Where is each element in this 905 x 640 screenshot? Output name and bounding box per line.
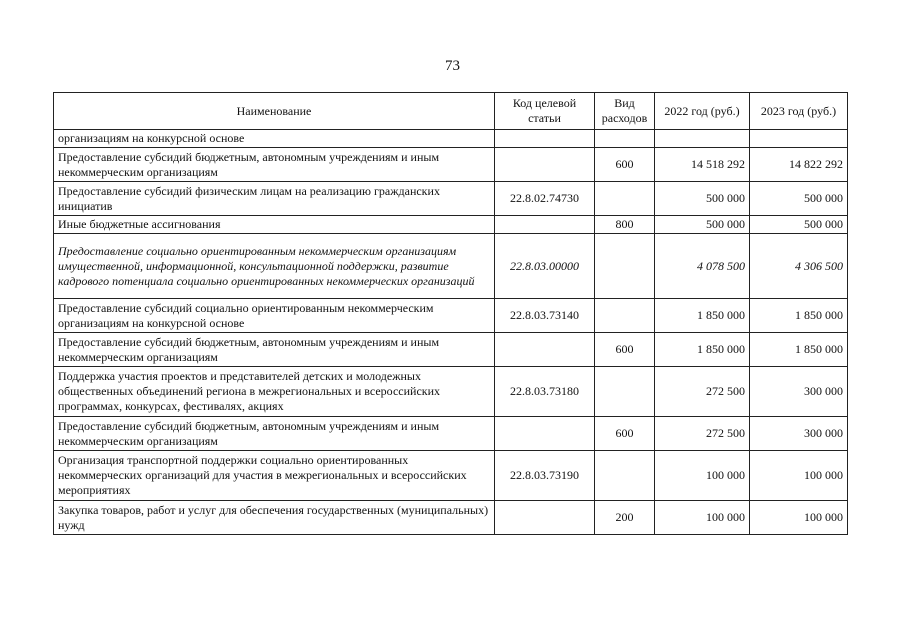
row-2023-cell: 500 000 [750,216,848,234]
header-name: Наименование [54,93,495,130]
row-2023-cell: 300 000 [750,417,848,451]
row-name-cell: Предоставление субсидий бюджетным, автономным учреждениям и иным некоммерческим организациям [54,417,495,451]
row-2022-cell: 14 518 292 [655,148,750,182]
row-name-cell: Предоставление субсидий социально ориентированным некоммерческим организациям на конкурсной основе [54,299,495,333]
table-body [54,130,848,535]
row-expense-type-cell [595,182,655,216]
table-row [54,417,848,451]
row-code-cell: 22.8.03.73190 [495,451,595,501]
row-expense-type-cell: 800 [595,216,655,234]
row-code-cell [495,333,595,367]
row-name-cell: Предоставление субсидий физическим лицам на реализацию гражданских инициатив [54,182,495,216]
row-2022-cell: 500 000 [655,216,750,234]
row-2023-cell: 14 822 292 [750,148,848,182]
row-2022-cell: 500 000 [655,182,750,216]
row-code-cell: 22.8.03.73180 [495,367,595,417]
row-expense-type-cell: 600 [595,333,655,367]
row-2023-cell: 100 000 [750,501,848,535]
row-2022-cell: 1 850 000 [655,333,750,367]
header-year-2022: 2022 год (руб.) [655,93,750,130]
budget-table [53,92,848,535]
row-2022-cell: 4 078 500 [655,234,750,299]
row-code-cell [495,417,595,451]
row-2023-cell: 300 000 [750,367,848,417]
table-row [54,234,848,299]
table-row [54,367,848,417]
row-expense-type-cell: 600 [595,417,655,451]
row-2022-cell: 100 000 [655,451,750,501]
row-2023-cell: 500 000 [750,182,848,216]
table-row [54,130,848,148]
row-2022-cell [655,130,750,148]
row-code-cell: 22.8.02.74730 [495,182,595,216]
row-code-cell: 22.8.03.73140 [495,299,595,333]
row-name-cell: Организация транспортной поддержки социально ориентированных некоммерческих организаций для участия в межрегиональных и всероссийских мероприятиях [54,451,495,501]
table-header [54,93,848,130]
header-code: Код целевой статьи [495,93,595,130]
row-code-cell [495,148,595,182]
row-2022-cell: 272 500 [655,417,750,451]
row-2023-cell: 4 306 500 [750,234,848,299]
row-2022-cell: 100 000 [655,501,750,535]
row-2022-cell: 1 850 000 [655,299,750,333]
table-row [54,148,848,182]
row-name-cell: Предоставление социально ориентированным некоммерческим организациям имущественной, информационной, консультационной поддержки, развитие кадрового потенциала социально ориентированных некоммерческих организаций [54,234,495,299]
row-name-cell: Предоставление субсидий бюджетным, автономным учреждениям и иным некоммерческим организациям [54,148,495,182]
table-row [54,299,848,333]
header-expense-type: Вид расходов [595,93,655,130]
row-name-cell: Предоставление субсидий бюджетным, автономным учреждениям и иным некоммерческим организациям [54,333,495,367]
row-code-cell: 22.8.03.00000 [495,234,595,299]
row-2022-cell: 272 500 [655,367,750,417]
row-expense-type-cell: 200 [595,501,655,535]
row-2023-cell [750,130,848,148]
table-row [54,216,848,234]
table-row [54,501,848,535]
table-row [54,451,848,501]
row-code-cell [495,130,595,148]
row-expense-type-cell [595,234,655,299]
page-number: 73 [445,58,460,74]
row-code-cell [495,216,595,234]
row-expense-type-cell [595,130,655,148]
row-expense-type-cell: 600 [595,148,655,182]
row-name-cell: организациям на конкурсной основе [54,130,495,148]
row-2023-cell: 1 850 000 [750,299,848,333]
row-name-cell: Закупка товаров, работ и услуг для обеспечения государственных (муниципальных) нужд [54,501,495,535]
row-2023-cell: 100 000 [750,451,848,501]
table-row [54,182,848,216]
row-name-cell: Поддержка участия проектов и представителей детских и молодежных общественных объединений региона в межрегиональных и всероссийских программах, конкурсах, фестивалях, акциях [54,367,495,417]
row-2023-cell: 1 850 000 [750,333,848,367]
row-name-cell: Иные бюджетные ассигнования [54,216,495,234]
table-row [54,333,848,367]
row-expense-type-cell [595,299,655,333]
row-expense-type-cell [595,451,655,501]
row-expense-type-cell [595,367,655,417]
header-year-2023: 2023 год (руб.) [750,93,848,130]
row-code-cell [495,501,595,535]
